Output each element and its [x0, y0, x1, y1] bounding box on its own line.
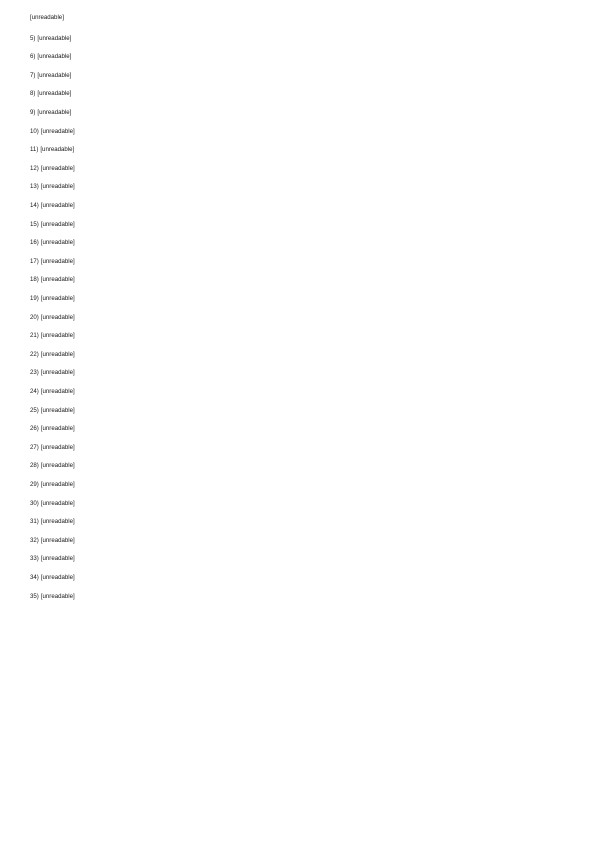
item-number: 28): [30, 462, 39, 470]
list-item: [30, 500, 563, 508]
list-item: [30, 481, 563, 489]
item-text: [unreadable]: [40, 146, 75, 154]
item-text: [unreadable]: [40, 573, 75, 581]
item-number: 22): [30, 350, 39, 358]
item-number: 5): [30, 34, 36, 42]
item-text: [unreadable]: [37, 53, 72, 61]
list-item: [30, 518, 563, 526]
list-item: [30, 314, 563, 322]
list-item: [30, 555, 563, 563]
item-text: [unreadable]: [40, 462, 75, 470]
list-item: [30, 109, 563, 117]
item-text: [unreadable]: [40, 164, 75, 172]
item-text: [unreadable]: [37, 71, 72, 79]
list-item: [30, 183, 563, 191]
item-number: 34): [30, 573, 39, 581]
item-number: 32): [30, 536, 39, 544]
item-number: 19): [30, 295, 39, 303]
list-item: [30, 593, 563, 601]
list-item: [30, 369, 563, 377]
item-text: [unreadable]: [40, 499, 75, 507]
item-number: 17): [30, 257, 39, 265]
item-text: [unreadable]: [40, 350, 75, 358]
item-number: 25): [30, 406, 39, 414]
list-item: [30, 72, 563, 80]
list-item: [30, 146, 563, 154]
list-item: [30, 388, 563, 396]
item-text: [unreadable]: [40, 555, 75, 563]
item-text: [unreadable]: [40, 480, 75, 488]
list-item: [30, 239, 563, 247]
item-text: [unreadable]: [40, 276, 75, 284]
item-number: 20): [30, 313, 39, 321]
list-item: [30, 258, 563, 266]
item-text: [unreadable]: [40, 387, 75, 395]
item-text: [unreadable]: [40, 183, 75, 191]
item-text: [unreadable]: [40, 592, 75, 600]
item-number: 26): [30, 425, 39, 433]
item-number: 11): [30, 146, 39, 154]
numbered-list: [30, 35, 563, 601]
list-item: [30, 53, 563, 61]
list-item: [30, 537, 563, 545]
item-text: [unreadable]: [40, 127, 75, 135]
item-number: 31): [30, 518, 39, 526]
item-number: 30): [30, 499, 39, 507]
item-text: [unreadable]: [40, 202, 75, 210]
list-item: [30, 444, 563, 452]
lead-text: [unreadable]: [30, 14, 64, 21]
item-number: 8): [30, 90, 36, 98]
list-item: [30, 295, 563, 303]
item-number: 7): [30, 71, 36, 79]
list-item: [30, 574, 563, 582]
item-number: 14): [30, 202, 39, 210]
item-text: [unreadable]: [40, 239, 75, 247]
list-item: [30, 407, 563, 415]
item-text: [unreadable]: [40, 443, 75, 451]
item-number: 6): [30, 53, 36, 61]
item-number: 16): [30, 239, 39, 247]
item-number: 15): [30, 220, 39, 228]
item-number: 13): [30, 183, 39, 191]
item-text: [unreadable]: [37, 109, 72, 117]
item-number: 10): [30, 127, 39, 135]
list-item: [30, 332, 563, 340]
list-item: [30, 35, 563, 43]
item-number: 27): [30, 443, 39, 451]
item-number: 29): [30, 480, 39, 488]
list-item: [30, 351, 563, 359]
item-text: [unreadable]: [40, 406, 75, 414]
item-number: 12): [30, 164, 39, 172]
paragraph-lead: [30, 14, 563, 22]
item-text: [unreadable]: [40, 425, 75, 433]
item-number: 35): [30, 592, 39, 600]
list-item: [30, 221, 563, 229]
item-number: 18): [30, 276, 39, 284]
list-item: [30, 425, 563, 433]
item-text: [unreadable]: [40, 295, 75, 303]
list-item: [30, 90, 563, 98]
list-item: [30, 462, 563, 470]
item-text: [unreadable]: [37, 90, 72, 98]
list-item: [30, 165, 563, 173]
item-text: [unreadable]: [40, 257, 75, 265]
item-text: [unreadable]: [40, 536, 75, 544]
item-text: [unreadable]: [37, 34, 72, 42]
item-text: [unreadable]: [40, 518, 75, 526]
list-item: [30, 276, 563, 284]
list-item: [30, 128, 563, 136]
item-text: [unreadable]: [40, 313, 75, 321]
item-number: 21): [30, 332, 39, 340]
item-number: 23): [30, 369, 39, 377]
item-number: 9): [30, 109, 36, 117]
item-number: 24): [30, 387, 39, 395]
item-text: [unreadable]: [40, 369, 75, 377]
item-text: [unreadable]: [40, 220, 75, 228]
item-number: 33): [30, 555, 39, 563]
list-item: [30, 202, 563, 210]
item-text: [unreadable]: [40, 332, 75, 340]
